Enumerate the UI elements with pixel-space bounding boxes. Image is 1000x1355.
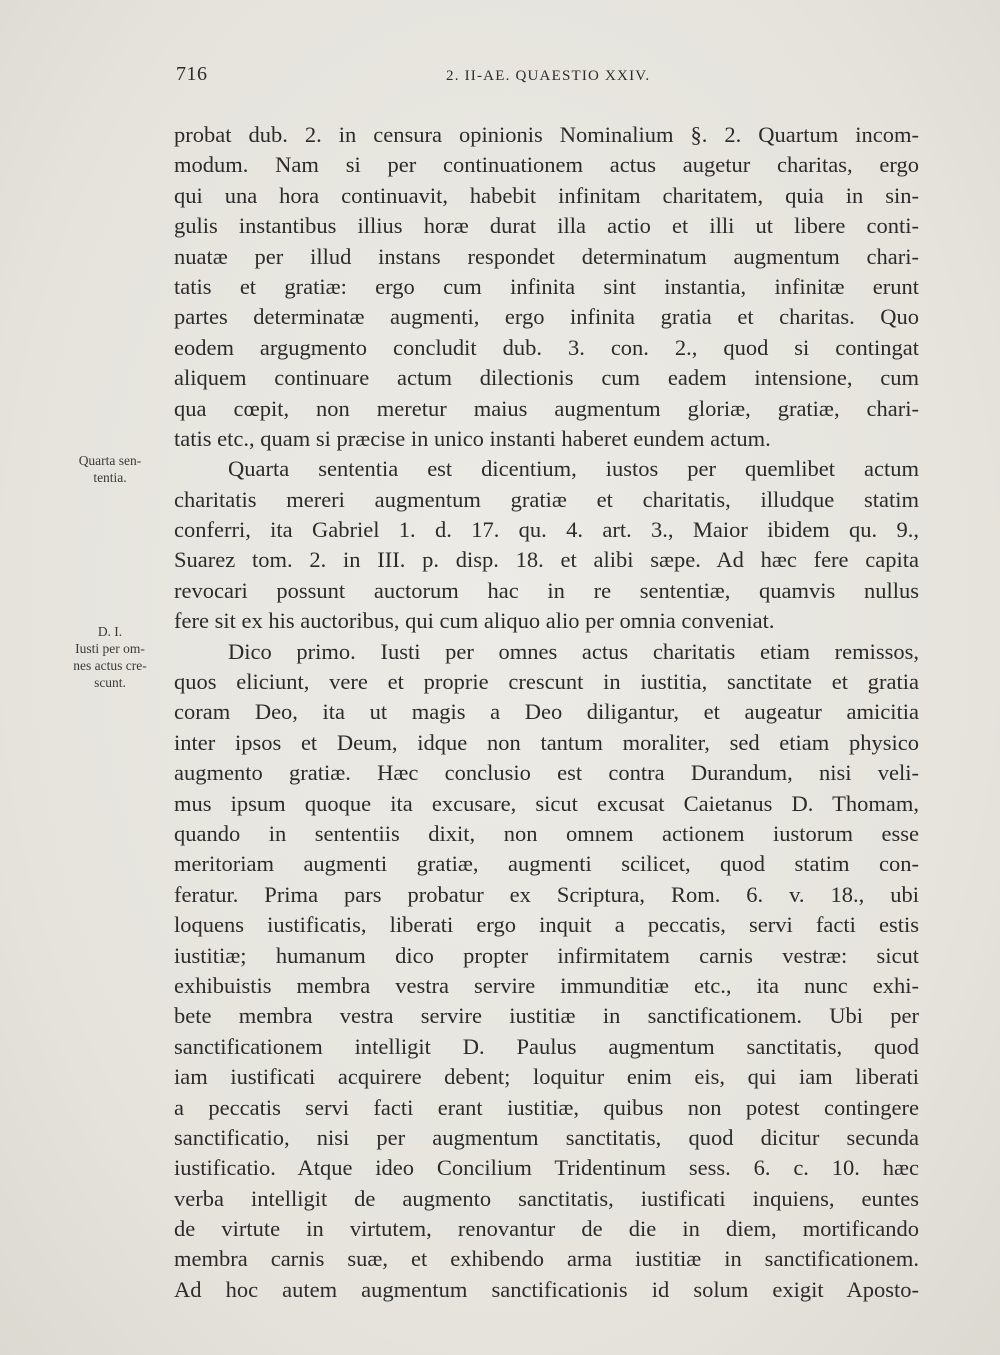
text-line: Quarta sententia est dicentium, iustos per quemlibet actum xyxy=(228,456,919,482)
text-line: quando in sententiis dixit, non omnem actionem iustorum esse xyxy=(174,820,919,846)
text-line: modum. Nam si per continuationem actus augetur charitas, ergo xyxy=(174,152,919,178)
text-line: bete membra vestra servire iustitiæ in sanctificationem. Ubi per xyxy=(174,1003,919,1029)
text-line: mus ipsum quoque ita excusare, sicut excusat Caietanus D. Thomam, xyxy=(174,790,919,816)
text-line: a peccatis servi facti erant iustitiæ, quibus non potest contingere xyxy=(174,1094,919,1120)
margin-note-line: D. I. xyxy=(97,624,123,639)
running-head: 2. II-AE. QUAESTIO XXIV. xyxy=(446,68,651,84)
text-line: qua cœpit, non meretur maius augmentum gloriæ, gratiæ, chari- xyxy=(174,395,919,421)
text-line: fere sit ex his auctoribus, qui cum aliquo alio per omnia conveniat. xyxy=(174,608,775,634)
page-number: 716 xyxy=(176,63,208,85)
text-line: conferri, ita Gabriel 1. d. 17. qu. 4. art. 3., Maior ibidem qu. 9., xyxy=(174,517,919,543)
margin-note-line: Iusti per om- xyxy=(75,641,145,656)
text-line: coram Deo, ita ut magis a Deo diligantur, et augeatur amicitia xyxy=(174,699,919,725)
text-line: partes determinatæ augmenti, ergo infinita gratia et charitas. Quo xyxy=(174,304,919,330)
margin-note-line: Quarta sen- xyxy=(78,453,142,468)
body-text xyxy=(174,120,919,1305)
margin-note-line: nes actus cre- xyxy=(73,658,147,673)
text-line: sanctificationem intelligit D. Paulus augmentum sanctitatis, quod xyxy=(174,1033,919,1059)
text-line: qui una hora continuavit, habebit infinitam charitatem, quia in sin- xyxy=(174,182,919,208)
margin-note-line: tentia. xyxy=(93,470,127,485)
text-line: exhibuistis membra vestra servire immunditiæ etc., ita nunc exhi- xyxy=(174,972,919,998)
text-line: tatis et gratiæ: ergo cum infinita sint instantia, infinitæ erunt xyxy=(174,273,919,299)
text-line: de virtute in virtutem, renovantur de die in diem, mortificando xyxy=(174,1216,919,1242)
page-header xyxy=(174,63,919,93)
text-line: verba intelligit de augmento sanctitatis, iustificati inquiens, euntes xyxy=(174,1185,919,1211)
text-line: quos eliciunt, vere et proprie crescunt in iustitia, sanctitate et gratia xyxy=(174,669,919,695)
text-line: probat dub. 2. in censura opinionis Nominalium §. 2. Quartum incom- xyxy=(174,122,919,147)
text-line: gulis instantibus illius horæ durat illa actio et illi ut libere conti- xyxy=(174,213,919,239)
text-line: augmento gratiæ. Hæc conclusio est contra Durandum, nisi veli- xyxy=(174,760,919,786)
margin-note-line: scunt. xyxy=(94,675,126,690)
text-line: meritoriam augmenti gratiæ, augmenti scilicet, quod statim con- xyxy=(174,851,919,877)
text-line: eodem argugmento concludit dub. 3. con. 2., quod si contingat xyxy=(174,334,919,360)
text-line: tatis etc., quam si præcise in unico instanti haberet eundem actum. xyxy=(174,425,771,451)
text-line: iustificatio. Atque ideo Concilium Tridentinum sess. 6. c. 10. hæc xyxy=(174,1155,919,1181)
text-line: inter ipsos et Deum, idque non tantum moraliter, sed etiam physico xyxy=(174,729,919,755)
text-line: aliquem continuare actum dilectionis cum eadem intensione, cum xyxy=(174,365,919,391)
text-line: charitatis mereri augmentum gratiæ et charitatis, illudque statim xyxy=(174,486,919,512)
text-line: membra carnis suæ, et exhibendo arma iustitiæ in sanctificationem. xyxy=(174,1246,919,1272)
text-line: Ad hoc autem augmentum sanctificationis id solum exigit Aposto- xyxy=(174,1276,919,1302)
text-line: Suarez tom. 2. in III. p. disp. 18. et alibi sæpe. Ad hæc fere capita xyxy=(174,547,919,573)
text-line: revocari possunt auctorum hac in re sententiæ, quamvis nullus xyxy=(174,577,919,603)
text-line: sanctificatio, nisi per augmentum sanctitatis, quod dicitur secunda xyxy=(174,1124,919,1150)
text-line: iam iustificati acquirere debent; loquitur enim eis, qui iam liberati xyxy=(174,1064,919,1090)
margin-note-dico-primo xyxy=(56,623,164,691)
text-line: loquens iustificatis, liberati ergo inquit a peccatis, servi facti estis xyxy=(174,912,919,938)
text-line: Dico primo. Iusti per omnes actus charitatis etiam remissos, xyxy=(228,638,919,664)
text-line: nuatæ per illud instans respondet determinatum augmentum chari- xyxy=(174,243,919,269)
text-line: feratur. Prima pars probatur ex Scriptura, Rom. 6. v. 18., ubi xyxy=(174,881,919,907)
text-line: iustitiæ; humanum dico propter infirmitatem carnis vestræ: sicut xyxy=(174,942,919,968)
margin-note-quarta-sententia xyxy=(56,452,164,486)
